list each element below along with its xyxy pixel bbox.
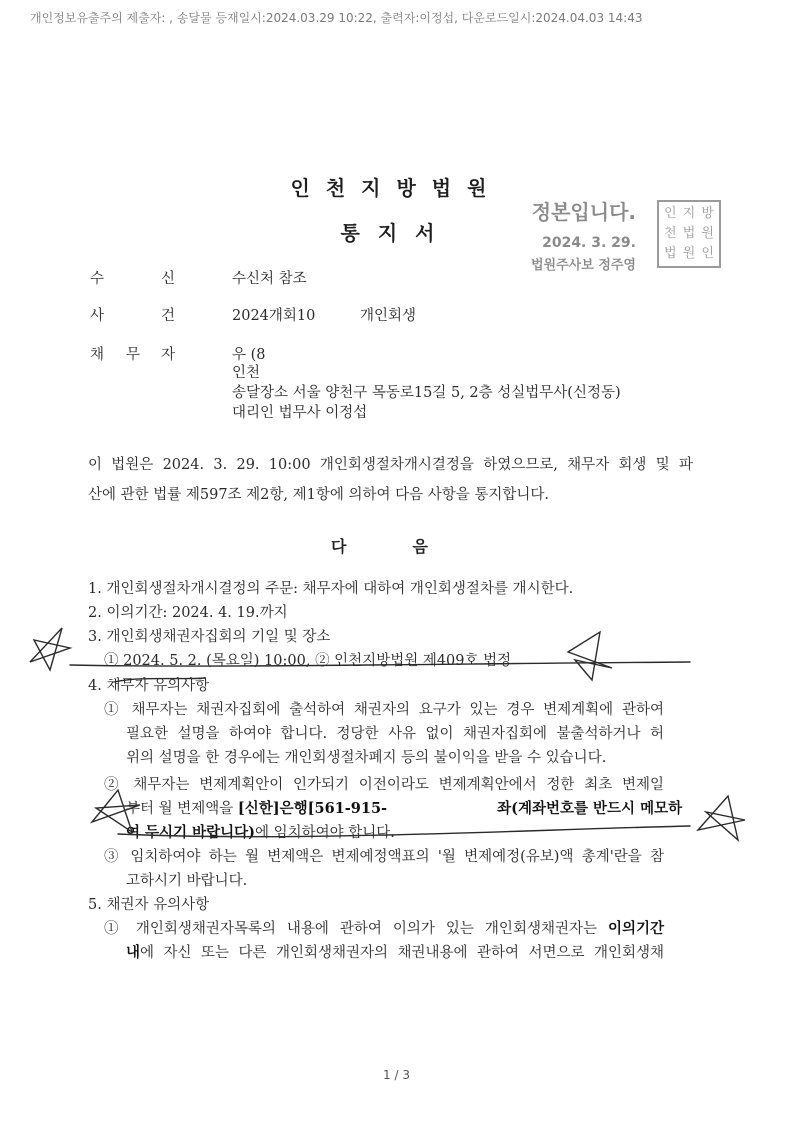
item-1: 1. 개인회생절차개시결정의 주문: 채무자에 대하여 개인회생절차를 개시한다. xyxy=(88,581,574,597)
pen-underline xyxy=(114,678,205,682)
pen-underline xyxy=(118,826,690,837)
seal-char: 인 xyxy=(664,206,677,221)
item-4: 4. 채무자 유의사항 xyxy=(88,678,210,694)
debtor-label-3: 자 xyxy=(161,347,176,363)
item-4-3-line-1: ③ 임치하여야 하는 월 변제액은 변제예정액표의 '월 변제예정(유보)액 총계'란을 참 xyxy=(104,849,664,865)
case-label-1: 사 xyxy=(90,308,105,324)
intro-line-2: 산에 관한 법률 제597조 제2항, 제1항에 의하여 다음 사항을 통지합니다. xyxy=(88,487,550,503)
item-5-1-line-2: 내에 자신 또는 다른 개인회생채권자의 채권내용에 관하여 서면으로 개인회생채 xyxy=(126,944,664,961)
bank-account: [신한]은행[561-915- xyxy=(237,800,388,817)
stamp-clerk: 법원주사보 정주영 xyxy=(531,258,636,273)
account-note: 좌(계좌번호를 반드시 메모하 xyxy=(497,800,683,817)
document-title: 통지서 xyxy=(340,221,453,245)
recipient-label-2: 신 xyxy=(161,271,176,287)
intro-line-1: 이 법원은 2024. 3. 29. 10:00 개인회생절차개시결정을 하였으므로, 채무자 회생 및 파 xyxy=(88,457,693,473)
pen-star-mark xyxy=(568,632,612,680)
debtor-address: 인천 xyxy=(232,365,261,381)
item-4-2-line-1: ② 채무자는 변제계획안이 인가되기 이전이라도 변제계획안에서 정한 최초 변제일 xyxy=(104,777,664,793)
debtor-label-1: 채 xyxy=(90,347,105,363)
seal-char: 인 xyxy=(701,246,714,261)
recipient-value: 수신처 참조 xyxy=(232,271,307,287)
service-place: 송달장소 서울 양천구 목동로15길 5, 2층 성실법무사(신정동) xyxy=(232,385,621,401)
seal-char: 지 xyxy=(682,206,696,221)
seal-char: 원 xyxy=(682,246,696,261)
item-4-1-line-2: 필요한 설명을 하여야 합니다. 정당한 사유 없이 채권자집회에 불출석하거나 허 xyxy=(126,726,664,742)
case-label-2: 건 xyxy=(161,308,176,324)
court-name: 인천지방법원 xyxy=(290,176,503,200)
item-5: 5. 채권자 유의사항 xyxy=(88,897,210,913)
debtor-name: 우 (8 xyxy=(232,347,266,363)
seal-char: 법 xyxy=(682,226,696,241)
case-number: 2024개회10 xyxy=(232,308,316,324)
seal-char: 원 xyxy=(701,226,714,241)
section-heading: 다음 xyxy=(331,537,494,556)
item-3: 3. 개인회생채권자집회의 기일 및 장소 xyxy=(88,629,331,645)
item-5-1-line-1: ① 개인회생채권자목록의 내용에 관하여 이의가 있는 개인회생채권자는 이의기간 xyxy=(104,920,664,937)
pen-star-mark xyxy=(698,796,745,840)
item-4-2-text-a: 부터 월 변제액을 xyxy=(126,801,238,817)
item-4-3-line-2: 고하시기 바랍니다. xyxy=(126,873,248,889)
seal-char: 방 xyxy=(701,206,714,221)
recipient-label-1: 수 xyxy=(90,271,105,287)
item-4-1-line-3: 위의 설명을 한 경우에는 개인회생절차폐지 등의 불이익을 받을 수 있습니다. xyxy=(126,750,607,766)
item-4-2-text-b: 에 임치하여야 합니다. xyxy=(255,825,395,841)
print-header: 개인정보유출주의 제출자: , 송달물 등재일시:2024.03.29 10:22, 출력자:이정섭, 다운로드일시:2024.04.03 14:43 xyxy=(30,11,643,25)
agent: 대리인 법무사 이정섭 xyxy=(232,405,368,421)
seal-char: 법 xyxy=(664,246,677,261)
stamp-line-1: 정본입니다. xyxy=(531,200,636,224)
item-3-sub: ① 2024. 5. 2. (목요일) 10:00, ② 인천지방법원 제409호 법정 xyxy=(104,653,512,669)
debtor-label-2: 무 xyxy=(126,347,141,363)
page-number: 1 / 3 xyxy=(383,1068,410,1082)
seal-char: 천 xyxy=(664,226,677,241)
item-4-1-line-1: ① 채무자는 채권자집회에 출석하여 채권자의 요구가 있는 경우 변제계획에 관하여 xyxy=(104,702,664,718)
case-type: 개인회생 xyxy=(360,308,417,324)
objection-period: 이의기간 xyxy=(607,920,664,937)
pen-star-mark xyxy=(30,628,70,670)
stamp-date: 2024. 3. 29. xyxy=(542,235,636,251)
memo-note: 여 두시기 바랍니다) xyxy=(126,824,256,841)
item-2: 2. 이의기간: 2024. 4. 19.까지 xyxy=(88,605,288,621)
pen-star-mark xyxy=(92,790,140,832)
